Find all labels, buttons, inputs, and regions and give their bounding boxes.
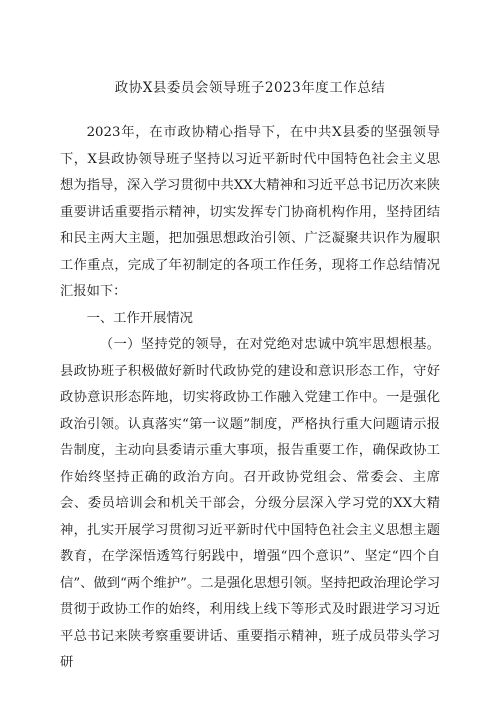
section-body [60, 332, 440, 677]
section-paragraph: （一）坚持党的领导，在对党绝对忠诚中筑牢思想根基。县政协班子积极做好新时代政协党的建设和意识形态工作，守好政协意识形态阵地，切实将政协工作融入党建工作中。一是强化政治引领。认真落实“第一议题”制度，严格执行重大问题请示报告制度，主动向县委请示重大事项，报告重要工作，确保政协工作始终坚持正确的政治方向。召开政协党组会、常委会、主席会、委员培训会和机关干部会，分级分层深入学习党的XX大精神，扎实开展学习贯彻习近平新时代中国特色社会主义思想主题教育，在学深悟透笃行躬践中，增强“四个意识”、坚定“四个自信”、做到“两个维护”。二是强化思想引领。坚持把政治理论学习贯彻于政协工作的始终，利用线上线下等形式及时跟进学习习近平总书记来陕考察重要讲话、重要指示精神，班子成员带头学习研 [60, 337, 440, 670]
section-heading: 一、工作开展情况 [86, 310, 193, 326]
document-title: 政协X县委员会领导班子2023年度工作总结 [114, 80, 386, 96]
intro-paragraph: 2023年，在市政协精心指导下，在中共X县委的坚强领导下，X县政协领导班子坚持以习近平新时代中国特色社会主义思想为指导，深入学习贯彻中共XX大精神和习近平总书记历次来陕重要讲话重要指示精神，切实发挥专门协商机构作用，坚持团结和民主两大主题，把加强思想政治引领、广泛凝聚共识作为履职工作重点，完成了年初制定的各项工作任务，现将工作总结情况汇报如下： [60, 125, 440, 299]
